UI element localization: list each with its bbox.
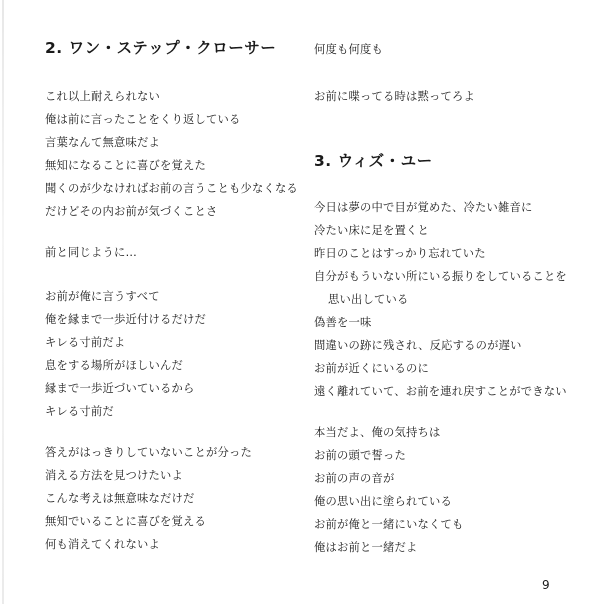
lyric-line: 俺の思い出に塗られている [314,495,452,508]
lyric-line: 遠く離れていて、お前を連れ戻すことができない [314,385,567,398]
song-title: 2. ワン・ステップ・クローサー [45,39,277,57]
lyric-line: 無知になることに喜びを覚えた [45,159,206,172]
lyric-line: だけどその内お前が気づくことさ [45,205,218,218]
lyric-line: 縁まで一歩近づいているから [45,382,195,395]
lyric-line: 本当だよ、俺の気持ちは [314,426,441,439]
lyric-line: 俺を縁まで一歩近付けるだけだ [45,313,206,326]
lyric-line: 消える方法を見つけたいよ [45,469,183,482]
lyric-line: お前に喋ってる時は黙ってろよ [314,90,475,103]
lyric-line: キレる寸前だよ [45,336,126,349]
lyric-line: お前の頭で誓った [314,449,406,462]
lyric-line: 俺は前に言ったことをくり返している [45,113,241,126]
lyric-line: こんな考えは無意味なだけだ [45,492,195,505]
lyric-line: 俺はお前と一緒だよ [314,541,418,554]
lyric-line: お前の声の音が [314,472,395,485]
lyric-line: キレる寸前だ [45,405,114,418]
lyric-line: お前が俺と一緒にいなくても [314,518,464,531]
lyric-line: 前と同じように… [45,246,137,259]
song-title: 3. ウィズ・ユー [314,152,433,170]
lyric-line: 自分がもういない所にいる振りをしていることを [314,270,567,283]
page-edge-shadow [2,0,4,604]
lyric-line: 言葉なんて無意味だよ [45,136,160,149]
lyric-line: 冷たい床に足を置くと [314,224,429,237]
lyric-line: 今日は夢の中で目が覚めた、冷たい雑音に [314,201,533,214]
lyric-line: 無知でいることに喜びを覚える [45,515,206,528]
page-number: 9 [542,578,550,592]
lyric-line: お前が俺に言うすべて [45,290,160,303]
lyric-line: 偽善を一味 [314,316,372,329]
lyric-line: 何度も何度も [314,43,383,56]
lyric-line: 昨日のことはすっかり忘れていた [314,247,486,260]
lyric-line: お前が近くにいるのに [314,362,429,375]
lyric-line: 間違いの跡に残され、反応するのが遅い [314,339,522,352]
lyric-line: 答えがはっきりしていないことが分った [45,446,252,459]
lyric-line: 聞くのが少なければお前の言うことも少なくなる [45,182,298,195]
lyric-line: 思い出している [328,293,409,306]
lyric-line: 息をする場所がほしいんだ [45,359,183,372]
lyric-line: これ以上耐えられない [45,90,160,103]
lyric-line: 何も消えてくれないよ [45,538,160,551]
